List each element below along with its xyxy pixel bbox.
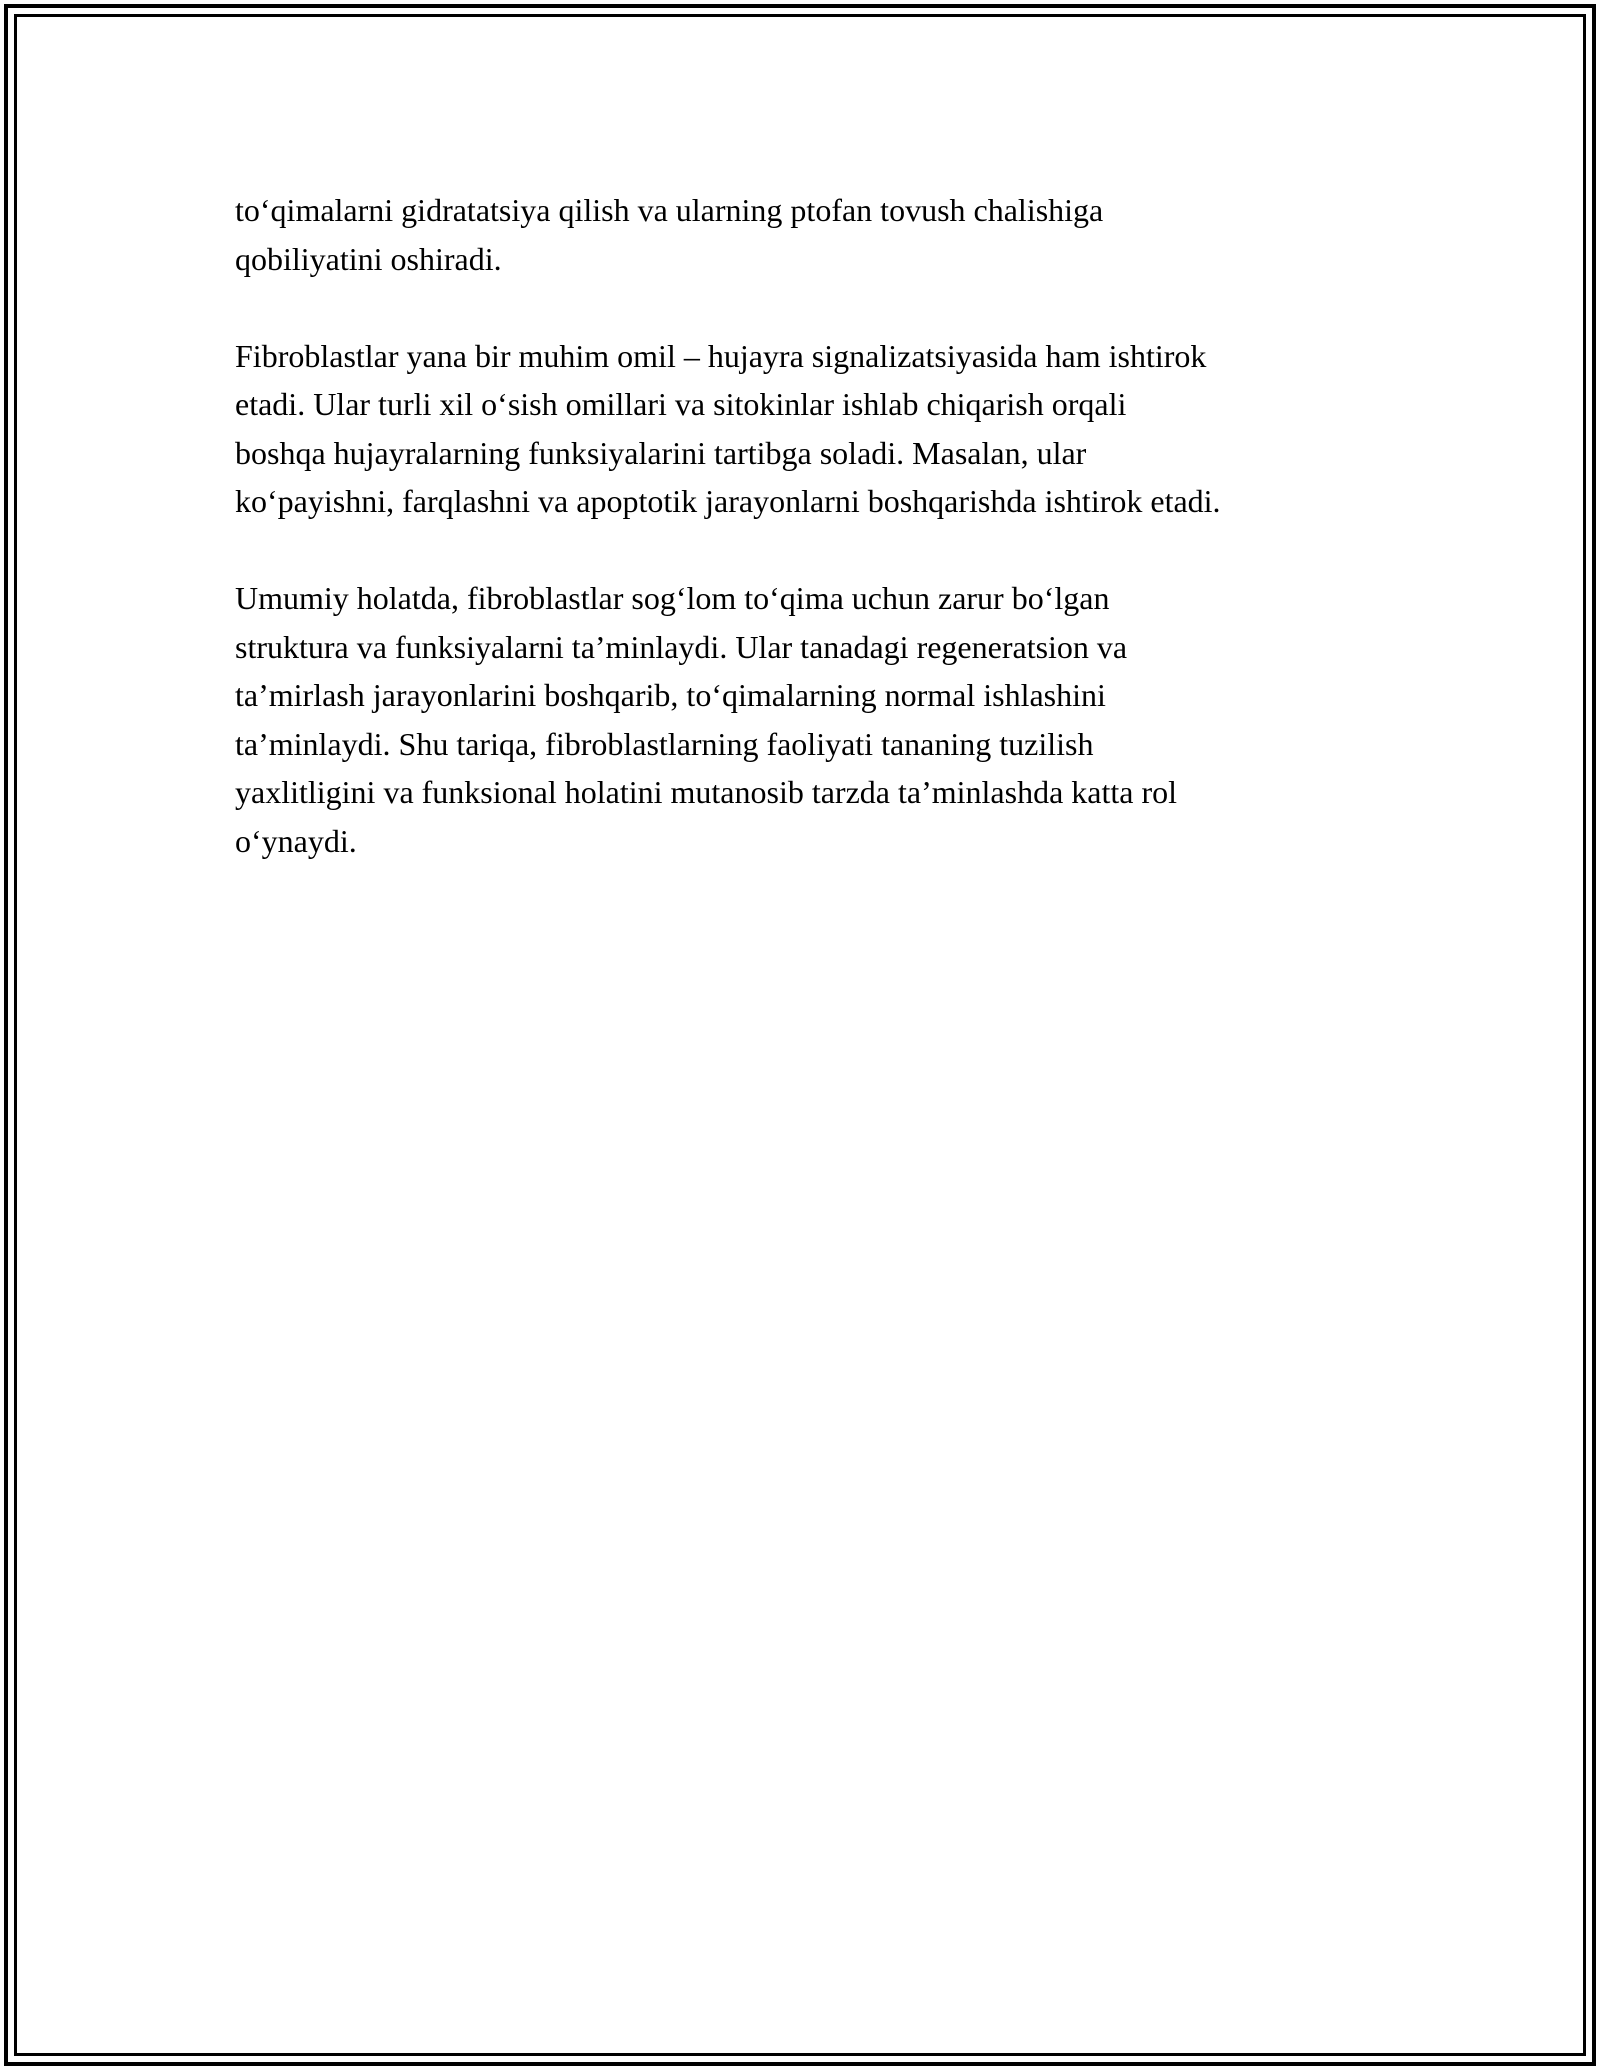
page-body <box>235 186 1415 914</box>
paragraph-cell-signaling: Fibroblastlar yana bir muhim omil – hujayra signalizatsiyasida ham ishtirok etadi. Ular turli xil o‘sish omillari va sitokinlar ishlab chiqarish orqali boshqa hujayralarning funksiyalarini tartibga soladi. Masalan, ular ko‘payishni, farqlashni va apoptotik jarayonlarni boshqarishda ishtirok etadi. <box>235 337 1221 519</box>
paragraph-continuation: to‘qimalarni gidratatsiya qilish va ularning ptofan tovush chalishiga qobiliyatini oshiradi. <box>235 192 1104 277</box>
paragraph-conclusion: Umumiy holatda, fibroblastlar sog‘lom to‘qima uchun zarur bo‘lgan struktura va funksiyalarni ta’minlaydi. Ular tanadagi regeneratsion va ta’mirlash jarayonlarini boshqarib, to‘qimalarning normal ishlashini ta’minlaydi. Shu tariqa, fibroblastlarning faoliyati tananing tuzilish yaxlitligini va funksional holatini mutanosib tarzda ta’minlashda katta rol o‘ynaydi. <box>235 580 1177 859</box>
